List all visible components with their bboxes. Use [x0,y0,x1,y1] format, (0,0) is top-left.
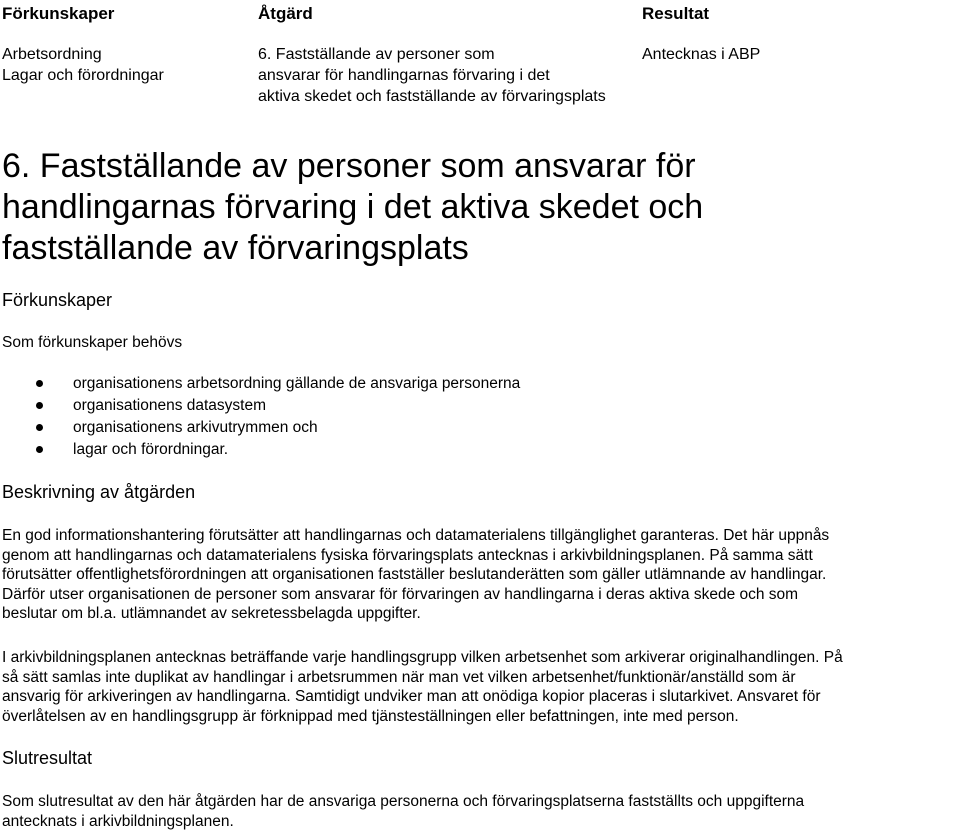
text-line: ansvarig för arkiveringen av handlingarna. Samtidigt undviker man att onödiga kopior placeras i slutarkivet. Ansvaret för [2,688,821,705]
column-header-result: Resultat [642,4,710,23]
bullet-icon [36,446,43,453]
prerequisites-heading: Förkunskaper [2,290,113,310]
column-header-action: Åtgärd [258,4,313,23]
prerequisite-line: Arbetsordning [2,46,102,63]
list-item [36,439,520,461]
title-line: handlingarnas förvaring i det aktiva skedet och [2,188,704,226]
list-item [36,417,520,439]
text-line: genom att handlingarnas och datamaterialens fysiska förvaringsplats antecknas i arkivbildningsplanen. På samma sätt [2,546,813,564]
action-cell [258,44,606,107]
action-line: aktiva skedet och fastställande av förvaringsplats [258,88,606,105]
text-line: så sätt samlas inte duplikat av handlingar i arbetsrummen när man vet vilken arbetsenhet/funktionär/anställd som är [2,668,796,686]
prerequisites-cell [2,44,164,86]
result-cell: Antecknas i ABP [642,46,761,63]
prerequisites-list [36,373,520,461]
result-heading: Slutresultat [2,748,93,768]
prerequisite-line: Lagar och förordningar [2,67,164,84]
list-item [36,373,520,395]
text-line: beslutar om bl.a. utlämnandet av sekretessbelagda uppgifter. [2,605,421,622]
action-line: 6. Fastställande av personer som [258,46,495,63]
column-header-prerequisites: Förkunskaper [2,4,115,23]
text-line: I arkivbildningsplanen antecknas beträffande varje handlingsgrupp vilken arbetsenhet som arkiverar originalhandlingen. På [2,649,843,666]
description-paragraph [2,648,957,726]
prerequisites-intro: Som förkunskaper behövs [2,334,183,351]
text-line: Som slutresultat av den här åtgärden har de ansvariga personerna och förvaringsplatserna fastställts och uppgifterna [2,793,805,810]
result-paragraph [2,792,957,831]
bullet-icon [36,402,43,409]
description-paragraph [2,526,957,624]
list-item [36,395,520,417]
text-line: Därför utser organisationen de personer som ansvarar för förvaringen av handlingarna i deras aktiva skede och som [2,585,799,603]
list-item-text: organisationens datasystem [73,397,267,414]
title-line: 6. Fastställande av personer som ansvarar för [2,147,696,185]
bullet-icon [36,424,43,431]
list-item-text: lagar och förordningar. [73,441,229,458]
list-item-text: organisationens arkivutrymmen och [73,419,318,436]
text-line: överlåtelsen av en handlingsgrupp är förknippad med tjänsteställningen eller befattningen, inte med person. [2,707,739,725]
description-heading: Beskrivning av åtgärden [2,482,196,502]
page-title [2,146,952,269]
text-line: En god informationshantering förutsätter att handlingarnas och datamaterialens tillgänglighet garanteras. Det här uppnås [2,527,830,544]
bullet-icon [36,380,43,387]
list-item-text: organisationens arbetsordning gällande de ansvariga personerna [73,375,521,392]
title-line: fastställande av förvaringsplats [2,229,469,267]
text-line: förutsätter offentlighetsförordningen att organisationen fastställer beslutanderätten som gäller utlämnande av handlingar. [2,566,827,583]
action-line: ansvarar för handlingarnas förvaring i det [258,67,550,84]
text-line: antecknats i arkivbildningsplanen. [2,812,234,830]
